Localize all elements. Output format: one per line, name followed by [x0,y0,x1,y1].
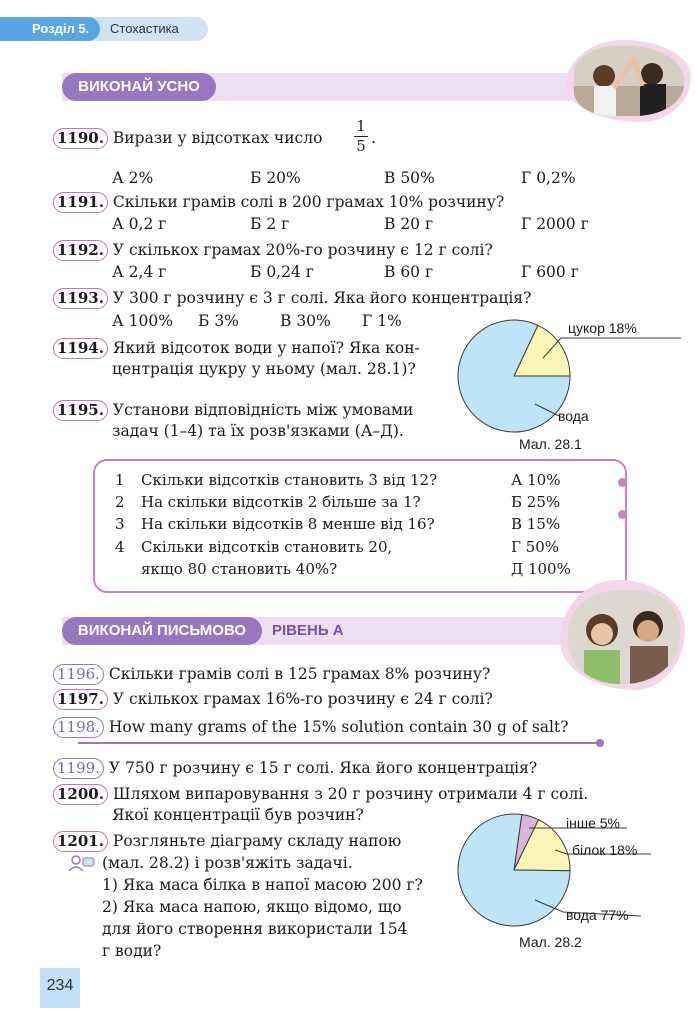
exercise-1200 [53,784,588,805]
exercise-1196 [53,664,490,685]
fraction [354,117,368,156]
exercise-text: У скількох грамах 20%-го розчину є 12 г солі? [112,241,493,259]
exercise-1199 [53,758,537,779]
fraction-denominator: 5 [354,136,368,156]
exercise-number: 1190. [53,128,108,149]
exercise-text: Шляхом випаровування з 20 г розчину отримали 4 г солі. [112,785,589,803]
match-q-2: На скільки відсотків 2 більше за 1? [141,493,421,511]
exercise-text-line2: Якої концентрації був розчин? [112,806,364,824]
option-b: Б 3% [198,312,239,330]
exercise-number: 1199. [53,758,104,779]
exercise-text: Скільки грамів солі в 200 грамах 10% розчину? [112,193,505,211]
pie2-label-protein: білок 18% [572,842,638,858]
exercise-text-line2: задач (1–4) та їх розв'язками (А–Д). [112,422,404,440]
exercise-text: Розгляньте діаграму складу напою [112,832,402,850]
exercise-text-line2: (мал. 28.2) і розв'яжіть задачі. [102,854,353,872]
box-dot [618,510,627,519]
exercise-1195 [53,400,413,421]
exercise-number: 1194. [53,338,108,359]
exercise-1201 [53,831,401,852]
exercise-text: У 300 г розчину є 3 г солі. Яка його концентрація? [112,289,532,307]
match-a-4: Г 50% [511,538,560,556]
students-image-2 [568,590,680,684]
exercise-1198 [53,717,569,738]
exercise-text-line6: г води? [102,942,162,960]
match-a-2: Б 25% [511,493,561,511]
pie1-label-water: вода [558,408,589,424]
topic-label: Стохастика [110,21,179,36]
exercise-number: 1201. [53,831,108,852]
page-number: 234 [40,968,80,1008]
exercise-number: 1193. [53,288,108,309]
figure-caption-28-2: Мал. 28.2 [519,934,582,950]
box-dot [618,478,627,487]
exercise-text-line4: 2) Яка маса напою, якщо відомо, що [102,898,402,916]
exercise-1194 [53,338,420,359]
section-label: Розділ 5. [0,17,100,41]
sentence-end: . [371,129,376,147]
students-image-1 [574,46,684,116]
option-b: Б 2 г [250,215,290,233]
match-q-4-cont: якщо 80 становить 40%? [141,560,338,578]
match-a-5: Д 100% [511,560,571,578]
underline-rule [78,742,600,744]
pie2-label-water: вода 77% [566,907,629,923]
exercise-number: 1195. [53,400,108,421]
match-q-3: На скільки відсотків 8 менше від 16? [141,515,435,533]
match-q-4: Скільки відсотків становить 20, [141,538,393,556]
option-c: В 50% [384,169,435,187]
exercise-number: 1198. [53,717,104,738]
written-title: ВИКОНАЙ ПИСЬМОВО [62,617,262,645]
pie1-label-sugar: цукор 18% [568,320,637,336]
exercise-text: У скількох грамах 16%-го розчину є 24 г солі? [112,690,493,708]
level-label: РІВЕНЬ А [272,622,344,639]
exercise-number: 1196. [53,664,104,685]
exercise-1191 [53,192,504,213]
exercise-text: У 750 г розчину є 15 г солі. Яка його концентрація? [108,759,538,777]
option-c: В 60 г [384,263,434,281]
exercise-1197 [53,689,493,710]
pie-chart-28-1 [455,316,685,452]
option-a: А 2,4 г [112,263,167,281]
option-d: Г 0,2% [521,169,576,187]
exercise-number: 1200. [53,784,108,805]
option-a: А 0,2 г [112,215,167,233]
option-d: Г 2000 г [521,215,589,233]
match-a-3: В 15% [511,515,561,533]
exercise-text-line3: 1) Яка маса білка в напої масою 200 г? [102,876,423,894]
exercise-text: Установи відповідність між умовами [112,401,414,419]
group-work-icon [66,853,96,873]
match-q-1: Скільки відсотків становить 3 від 12? [141,471,438,489]
option-b: Б 20% [250,169,301,187]
option-d: Г 1% [362,312,402,330]
match-n-4: 4 [115,538,125,556]
exercise-number: 1197. [53,689,108,710]
option-a: А 100% [112,312,173,330]
fraction-numerator: 1 [356,117,366,135]
option-c: В 20 г [384,215,434,233]
exercise-text: Вирази у відсотках число [112,129,323,147]
option-a: А 2% [112,169,154,187]
students-photo-1 [574,46,684,116]
exercise-1190 [53,128,322,149]
exercise-number: 1191. [53,192,108,213]
match-n-3: 3 [115,515,125,533]
rule-dot [596,739,604,747]
students-photo-2 [568,590,680,684]
oral-title: ВИКОНАЙ УСНО [62,73,216,101]
exercise-1193 [53,288,531,309]
exercise-1192 [53,240,493,261]
match-n-1: 1 [115,471,125,489]
option-b: Б 0,24 г [250,263,314,281]
exercise-number: 1192. [53,240,108,261]
match-n-2: 2 [115,493,125,511]
figure-caption-28-1: Мал. 28.1 [519,436,582,452]
exercise-text-line2: центрація цукру у ньому (мал. 28.1)? [112,360,416,378]
pie2-label-other: інше 5% [566,815,620,831]
exercise-text: Скільки грамів солі в 125 грамах 8% розчину? [108,665,491,683]
exercise-text-line5: для його створення використали 154 [102,920,408,938]
exercise-text: How many grams of the 15% solution contain 30 g of salt? [108,718,569,736]
match-a-1: А 10% [511,471,561,489]
option-c: В 30% [280,312,331,330]
option-d: Г 600 г [521,263,579,281]
exercise-text: Який відсоток води у напої? Яка кон- [112,339,420,357]
